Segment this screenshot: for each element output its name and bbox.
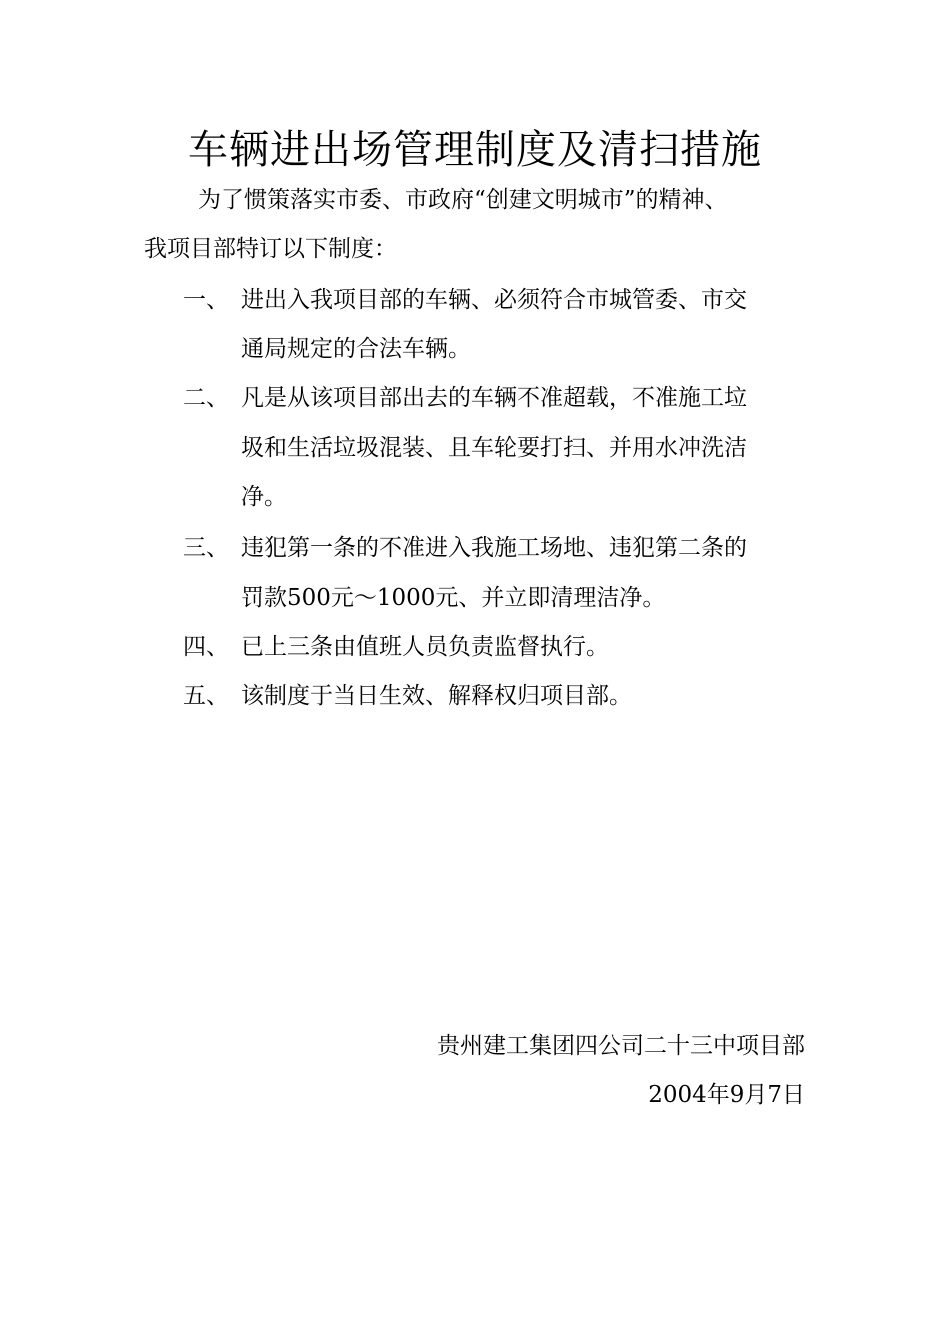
item-text-line: 已上三条由值班人员负责监督执行。 (241, 634, 609, 660)
item-number: 五、 (183, 683, 229, 709)
item-text-line: 圾和生活垃圾混装、且车轮要打扫、并用水冲洗洁 (241, 435, 747, 461)
item-text-line: 违犯第一条的不准进入我施工场地、违犯第二条的 (241, 535, 747, 561)
item-number: 四、 (183, 634, 229, 660)
item-number: 三、 (183, 535, 229, 561)
item-text-line: 罚款500元～1000元、并立即清理洁净。 (241, 585, 666, 611)
page-title: 车辆进出场管理制度及清扫措施 (188, 127, 762, 173)
item-text-line: 净。 (241, 484, 287, 510)
item-text-line: 进出入我项目部的车辆、必须符合市城管委、市交 (241, 287, 747, 313)
intro-line-2: 我项目部特订以下制度： (144, 236, 397, 262)
item-number: 二、 (183, 385, 229, 411)
item-text-line: 该制度于当日生效、解释权归项目部。 (241, 683, 632, 709)
item-number: 一、 (183, 287, 229, 313)
signature-date: 2004年9月7日 (648, 1082, 805, 1108)
signature-organization: 贵州建工集团四公司二十三中项目部 (437, 1033, 805, 1059)
item-text-line: 凡是从该项目部出去的车辆不准超载，不准施工垃 (241, 385, 747, 411)
item-text-line: 通局规定的合法车辆。 (241, 336, 471, 362)
intro-line-1: 为了惯策落实市委、市政府“创建文明城市”的精神、 (198, 187, 728, 213)
